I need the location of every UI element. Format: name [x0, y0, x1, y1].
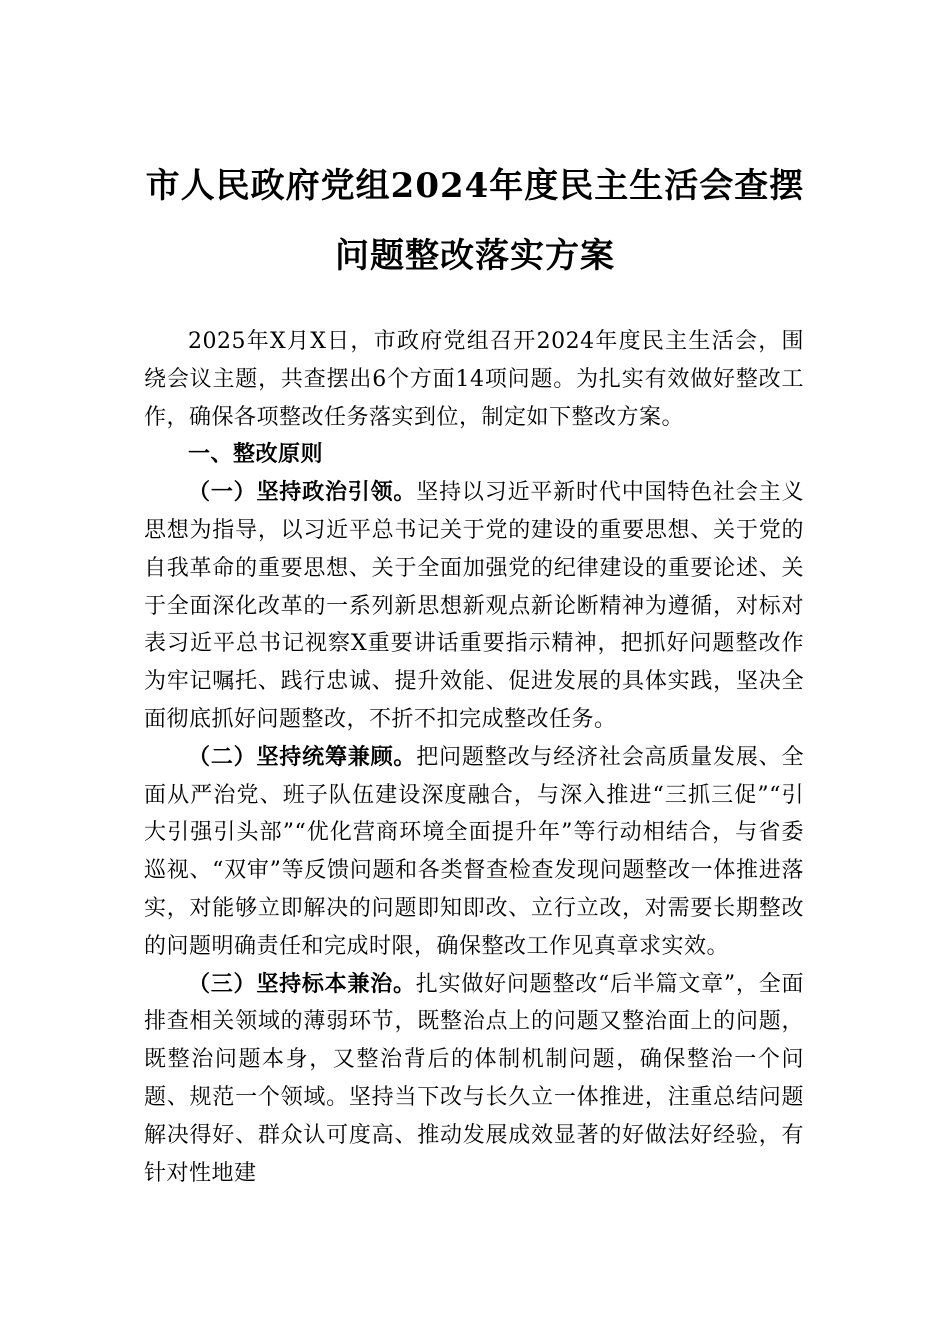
principle-lead-3: （三）坚持标本兼治。	[188, 970, 416, 997]
document-title-line-1: 市人民政府党组2024年度民主生活会查摆	[145, 166, 805, 206]
principle-text-1: 坚持以习近平新时代中国特色社会主义思想为指导，以习近平总书记关于党的建设的重要思想、关于党的自我革命的重要思想、关于全面加强党的纪律建设的重要论述、关于全面深化改革的一系列新思想新观点新论断精神为遵循，对标对表习近平总书记视察X重要讲话重要指示精神，把抓好问题整改作为牢记嘱托、践行忠诚、提升效能、促进发展的具体实践，坚决全面彻底抓好问题整改，不折不扣完成整改任务。	[144, 480, 804, 732]
document-title-line-2: 问题整改落实方案	[335, 236, 615, 276]
section-heading-principles: 一、整改原则	[188, 442, 324, 468]
principle-lead-1: （一）坚持政治引领。	[188, 479, 417, 506]
principle-paragraph-3	[144, 966, 804, 1193]
document-body	[144, 323, 804, 1192]
intro-paragraph: 2025年X月X日，市政府党组召开2024年度民主生活会，围绕会议主题，共查摆出6个方面14项问题。为扎实有效做好整改工作，确保各项整改任务落实到位，制定如下整改方案。	[144, 329, 804, 430]
principle-lead-2: （二）坚持统筹兼顾。	[188, 743, 417, 770]
principle-text-3: 扎实做好问题整改“后半篇文章”，全面排查相关领域的薄弱环节，既整治点上的问题又整治面上的问题，既整治问题本身，又整治背后的体制机制问题，确保整治一个问题、规范一个领域。坚持当下改与长久立一体推进，注重总结问题解决得好、群众认可度高、推动发展成效显著的好做法好经验，有针对性地建	[144, 971, 804, 1186]
principle-paragraph-1	[144, 474, 804, 739]
principle-paragraph-2	[144, 739, 804, 966]
principle-text-2: 把问题整改与经济社会高质量发展、全面从严治党、班子队伍建设深度融合，与深入推进“三抓三促”“引大引强引头部”“优化营商环境全面提升年”等行动相结合，与省委巡视、“双审”等反馈问题和各类督查检查发现问题整改一体推进落实，对能够立即解决的问题即知即改、立行立改，对需要长期整改的问题明确责任和完成时限，确保整改工作见真章求实效。	[144, 744, 804, 959]
